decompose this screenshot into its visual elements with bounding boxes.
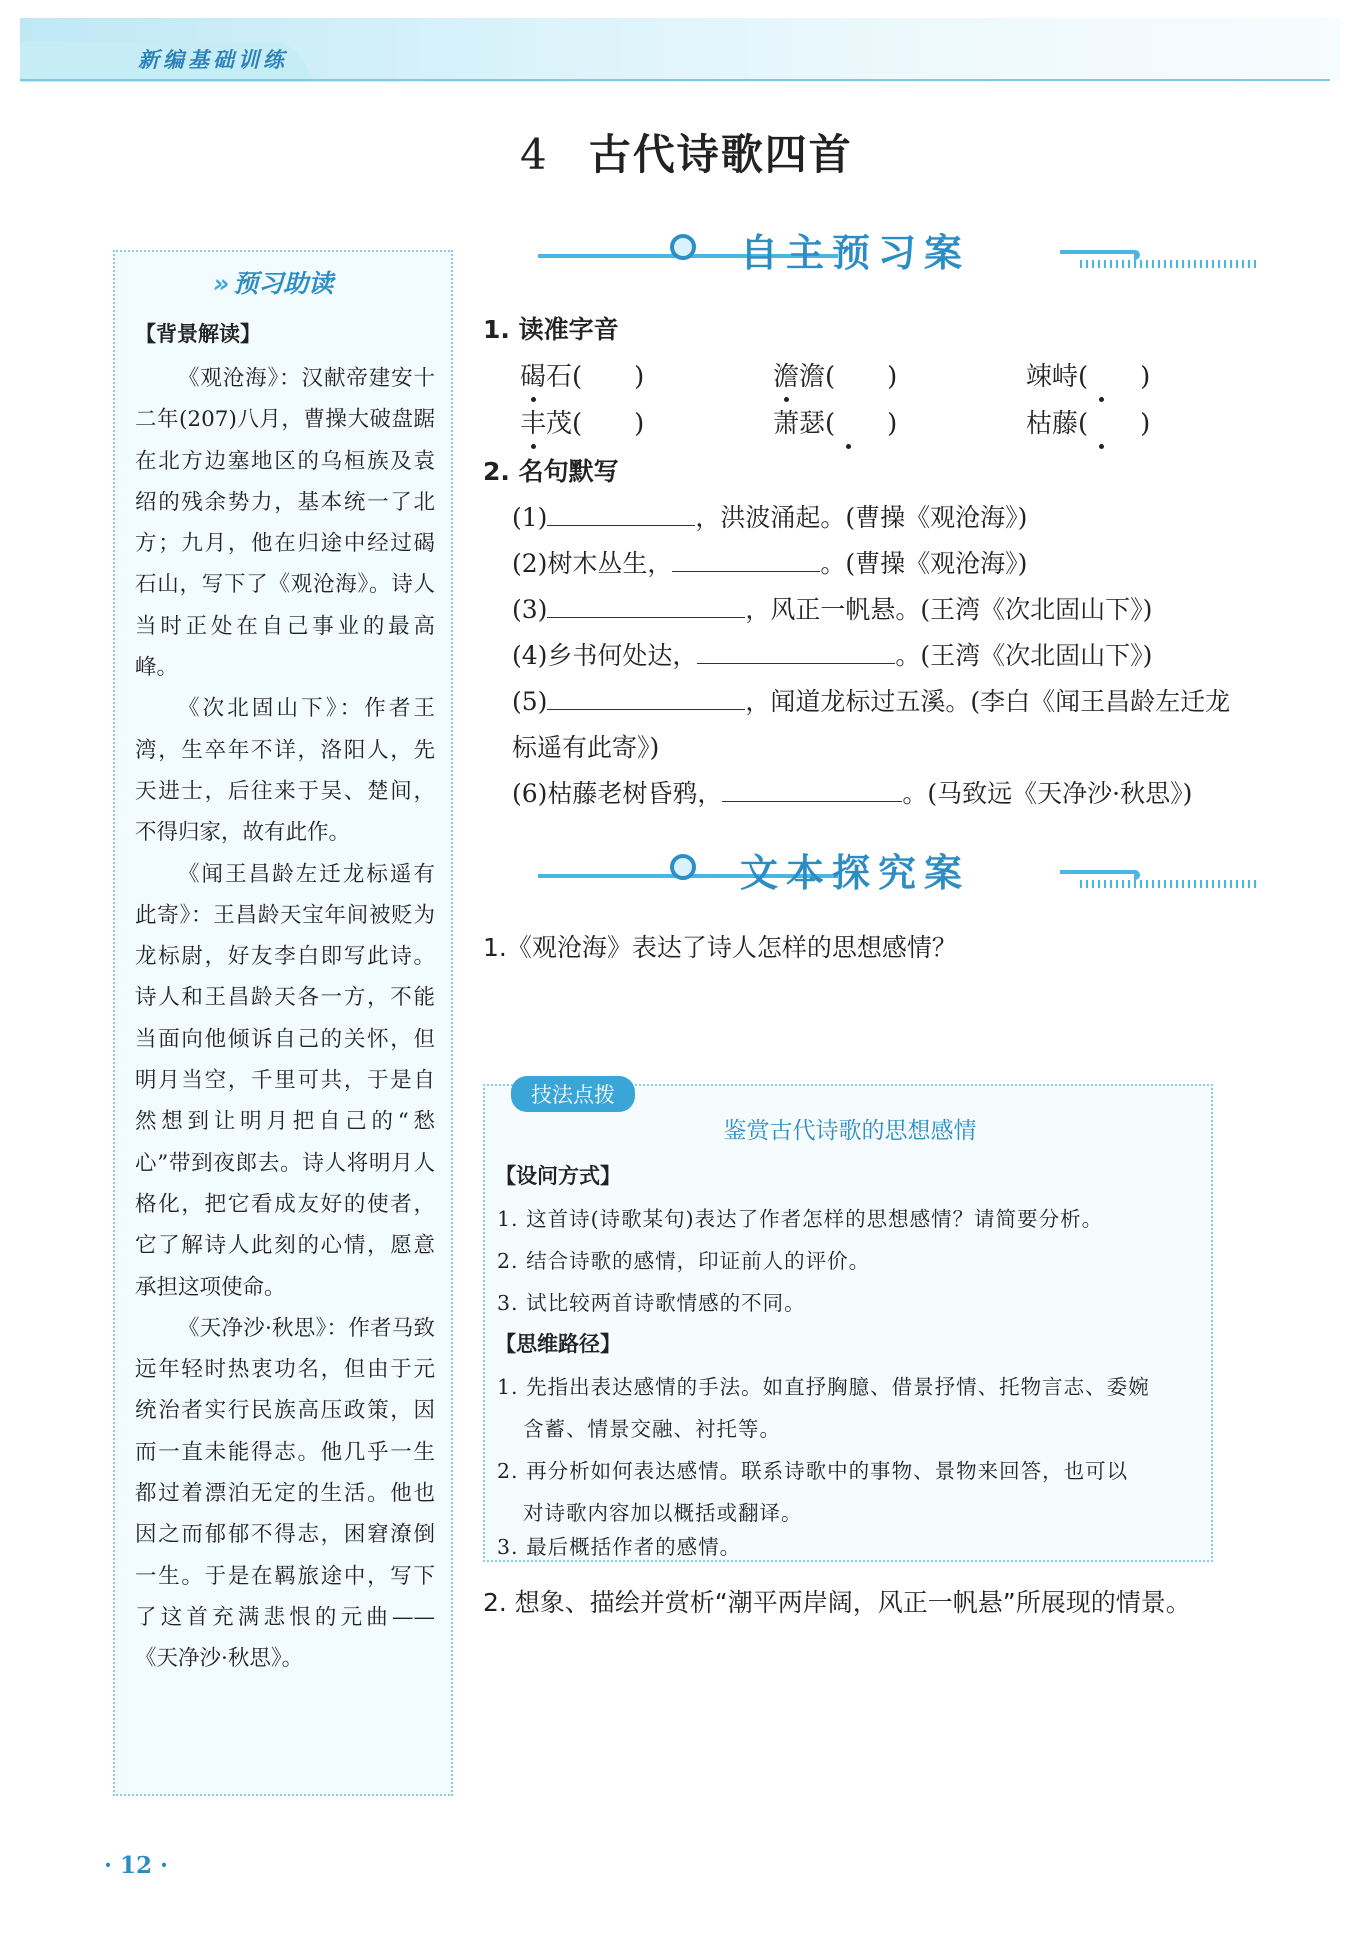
tips-badge: 技法点拨 [511, 1076, 635, 1112]
question-heading: 1. 读准字音 [483, 315, 619, 344]
char-rest: 石( ) [546, 362, 645, 392]
fill-blank-line [512, 682, 1230, 718]
pronunciation-item [1026, 403, 1150, 440]
tips-path-item: 含蓄、情景交融、衬托等。 [523, 1417, 781, 1441]
tips-box [483, 1084, 1213, 1562]
tips-ask-item: 3. 试比较两首诗歌情感的不同。 [497, 1291, 806, 1315]
line-prefix: (6)枯藤老树昏鸦， [512, 779, 723, 808]
banner-label: 自主预习案 [740, 231, 971, 275]
answer-blank[interactable] [722, 780, 902, 802]
banner-dots [1080, 880, 1260, 888]
fill-blank-line [512, 498, 1027, 534]
pronunciation-item [520, 403, 644, 440]
banner-swoosh [1060, 250, 1140, 260]
tips-path-item: 1. 先指出表达感情的手法。如直抒胸臆、借景抒情、托物言志、委婉 [497, 1375, 1150, 1399]
dotted-char: 瑟( ) [799, 409, 898, 439]
tips-heading-ask: 【设问方式】 [495, 1164, 621, 1188]
char-first: 萧 [773, 409, 800, 439]
pronunciation-item [773, 403, 897, 440]
answer-blank[interactable] [697, 642, 895, 664]
inquiry-question-1: 1.《观沧海》表达了诗人怎样的思想感情？ [483, 933, 957, 962]
answer-blank[interactable] [547, 596, 745, 618]
pronunciation-item [1026, 356, 1150, 393]
page-title [520, 122, 853, 182]
line-prefix: (1) [512, 503, 548, 532]
tips-path-item: 3. 最后概括作者的感情。 [497, 1535, 742, 1559]
pronunciation-item [773, 356, 897, 393]
preview-sidebar [113, 250, 453, 1796]
sidebar-title [213, 264, 333, 300]
magnifier-icon [670, 854, 696, 880]
double-chevron-icon: » [213, 269, 230, 298]
char-first: 竦 [1026, 362, 1053, 392]
dotted-char: 藤( ) [1052, 409, 1151, 439]
line-suffix: ，洪波涌起。(曹操《观沧海》) [695, 503, 1028, 532]
section-banner-preview [490, 220, 1260, 276]
lesson-title: 古代诗歌四首 [588, 130, 853, 179]
lesson-number: 4 [520, 130, 549, 179]
series-name: 新编基础训练 [138, 48, 288, 72]
dotted-char: 碣 [520, 362, 547, 392]
fill-blank-line [512, 590, 1152, 626]
tips-path-item: 2. 再分析如何表达感情。联系诗歌中的事物、景物来回答，也可以 [497, 1459, 1129, 1483]
background-paragraph: 《次北固山下》：作者王湾，生卒年不详，洛阳人，先天进士，后往来于吴、楚间，不得归家，故有此作。 [135, 696, 435, 846]
inquiry-question-2: 2. 想象、描绘并赏析“潮平两岸阔，风正一帆悬”所展现的情景。 [483, 1588, 1191, 1617]
fill-blank-line [512, 544, 1027, 580]
background-paragraph: 《天净沙·秋思》：作者马致远年轻时热衷功名，但由于元统治者实行民族高压政策，因而一直未能得志。他几乎一生都过着漂泊无定的生活。他也因之而郁郁不得志，困窘潦倒一生。于是在羁旅途中，写下了这首充满悲恨的元曲——《天净沙·秋思》。 [135, 1315, 435, 1672]
char-rest: 茂( ) [546, 409, 645, 439]
background-paragraph: 《观沧海》：汉献帝建安十二年(207)八月，曹操大破盘踞在北方边塞地区的乌桓族及袁绍的残余势力，基本统一了北方；九月，他在归途中经过碣石山，写下了《观沧海》。诗人当时正处在自己事业的最高峰。 [135, 366, 435, 681]
magnifier-icon [670, 234, 696, 260]
line-suffix: 。(王湾《次北固山下》) [895, 641, 1153, 670]
dotted-char: 澹 [773, 362, 800, 392]
banner-swoosh [1060, 870, 1140, 880]
sidebar-title-text: 预习助读 [233, 269, 334, 298]
background-paragraph: 《闻王昌龄左迁龙标遥有此寄》：王昌龄天宝年间被贬为龙标尉，好友李白即写此诗。诗人和王昌龄天各一方，不能当面向他倾诉自己的关怀，但明月当空，千里可共，于是自然想到让明月把自己的“愁心”带到夜郎去。诗人将明月人格化，把它看成友好的使者，它了解诗人此刻的心情，愿意承担这项使命。 [135, 861, 435, 1300]
fill-blank-line [512, 636, 1152, 672]
fill-blank-line [512, 774, 1192, 810]
tips-path-item: 对诗歌内容加以概括或翻译。 [523, 1501, 803, 1525]
section-banner-inquiry [490, 840, 1260, 896]
answer-blank[interactable] [547, 504, 695, 526]
tips-title: 鉴赏古代诗歌的思想感情 [723, 1118, 977, 1144]
answer-blank[interactable] [672, 550, 820, 572]
line-prefix: (5) [512, 687, 548, 716]
line-prefix: (3) [512, 595, 548, 624]
banner-label: 文本探究案 [740, 851, 971, 895]
answer-blank[interactable] [547, 688, 745, 710]
banner-dots [1080, 260, 1260, 268]
tips-ask-item: 1. 这首诗(诗歌某句)表达了作者怎样的思想感情？请简要分析。 [497, 1207, 1104, 1231]
dotted-char: 峙( ) [1052, 362, 1151, 392]
page-number: · 12 · [104, 1852, 169, 1879]
header-rule [20, 79, 1330, 81]
line-suffix: 。(马致远《天净沙·秋思》) [902, 779, 1193, 808]
fill-blank-continuation: 标遥有此寄》) [512, 733, 660, 762]
background-body [135, 358, 435, 1680]
line-prefix: (2)树木丛生， [512, 549, 673, 578]
dotted-char: 丰 [520, 409, 547, 439]
tips-heading-path: 【思维路径】 [495, 1332, 621, 1356]
char-rest: 澹( ) [799, 362, 898, 392]
question-heading: 2. 名句默写 [483, 457, 619, 486]
background-heading: 【背景解读】 [135, 322, 261, 346]
line-suffix: ，风正一帆悬。(王湾《次北固山下》) [745, 595, 1153, 624]
char-first: 枯 [1026, 409, 1053, 439]
line-suffix: ，闻道龙标过五溪。(李白《闻王昌龄左迁龙 [745, 687, 1231, 716]
tips-ask-item: 2. 结合诗歌的感情，印证前人的评价。 [497, 1249, 871, 1273]
line-suffix: 。(曹操《观沧海》) [820, 549, 1028, 578]
line-prefix: (4)乡书何处达， [512, 641, 698, 670]
pronunciation-item [520, 356, 644, 393]
